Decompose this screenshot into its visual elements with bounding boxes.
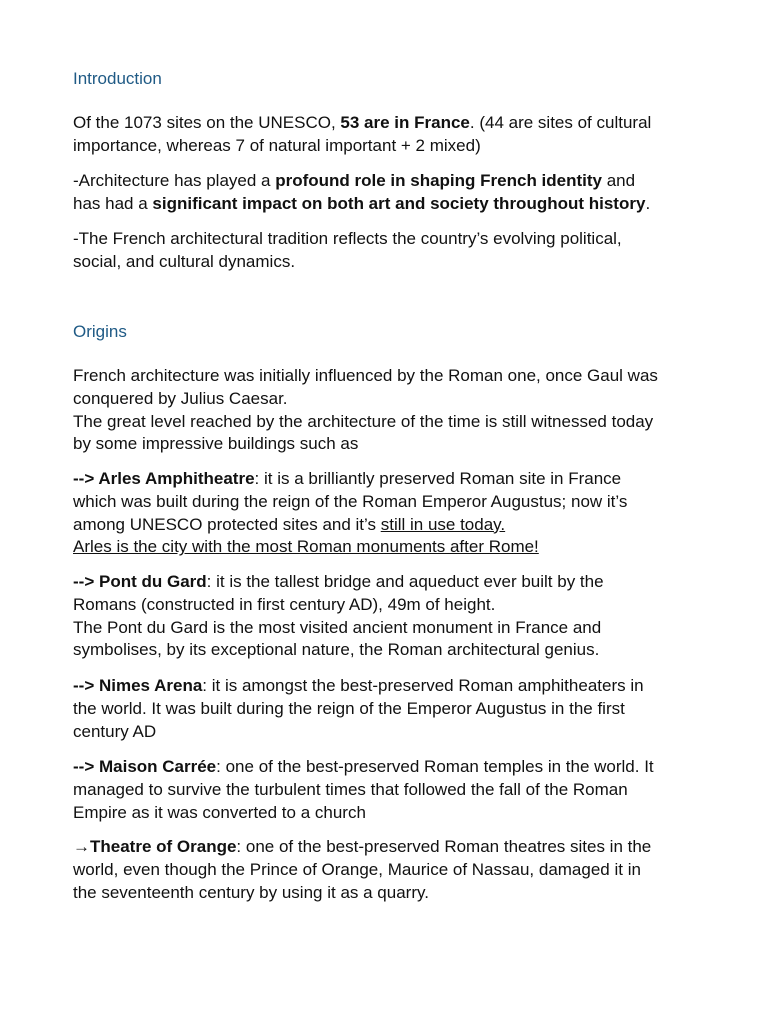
arles-line4 <box>73 536 703 559</box>
intro-paragraph-architecture-role <box>73 170 703 216</box>
arrow-right-icon: → <box>73 837 90 856</box>
intro-paragraph-tradition <box>73 228 703 274</box>
intro-highlight-identity: profound role in shaping French identity <box>275 171 602 190</box>
arrow-icon: --> <box>73 572 99 591</box>
origins-item-maison-carree <box>73 756 703 824</box>
origins-p1-line1: French architecture was initially influenced by the Roman one, once Gaul was <box>73 366 658 385</box>
intro-p1-line2: importance, whereas 7 of natural important + 2 mixed) <box>73 135 481 155</box>
arles-underlined-still-in-use: still in use today. <box>380 514 506 534</box>
intro-paragraph-unesco <box>73 112 703 158</box>
maison-title: Maison Carrée <box>98 757 217 776</box>
arles-line1: --> Arles Amphitheatre: it is a brilliantly preserved Roman site in France <box>73 469 622 488</box>
pont-line2: Romans (constructed in first century AD), 49m of height. <box>73 594 496 614</box>
pont-title: Pont du Gard <box>98 572 207 591</box>
orange-line3: the seventeenth century by using it as a quarry. <box>73 882 429 902</box>
origins-paragraph-roman-influence <box>73 365 703 456</box>
arrow-icon: --> <box>73 676 99 695</box>
arrow-icon: --> <box>73 469 99 488</box>
intro-p1-line1: Of the 1073 sites on the UNESCO, 53 are in France. (44 are sites of cultural <box>73 113 652 132</box>
nimes-line3: century AD <box>73 721 157 741</box>
nimes-title: Nimes Arena <box>98 676 203 695</box>
nimes-line1: --> Nimes Arena: it is amongst the best-preserved Roman amphitheaters in <box>73 676 644 695</box>
section-heading-introduction: Introduction <box>73 69 162 88</box>
intro-highlight-impact: significant impact on both art and society throughout history <box>152 193 646 213</box>
maison-line1: --> Maison Carrée: one of the best-preserved Roman temples in the world. It <box>73 757 654 776</box>
orange-title: Theatre of Orange <box>90 837 237 856</box>
pont-line4: symbolises, by its exceptional nature, the Roman architectural genius. <box>73 640 600 660</box>
orange-line2: world, even though the Prince of Orange, Maurice of Nassau, damaged it in <box>73 859 641 879</box>
maison-line2: managed to survive the turbulent times that followed the fall of the Roman <box>73 779 628 799</box>
pont-line3: The Pont du Gard is the most visited ancient monument in France and <box>73 617 602 637</box>
pont-line1: --> Pont du Gard: it is the tallest bridge and aqueduct ever built by the <box>73 572 604 591</box>
intro-p3-line1: -The French architectural tradition reflects the country’s evolving political, <box>73 229 622 248</box>
origins-p1-line4: by some impressive buildings such as <box>73 434 359 454</box>
origins-p1-line3: The great level reached by the architecture of the time is still witnessed today <box>73 411 654 431</box>
arrow-icon: --> <box>73 757 99 776</box>
intro-p3-line2: social, and cultural dynamics. <box>73 251 296 271</box>
arles-line2: which was built during the reign of the Roman Emperor Augustus; now it’s <box>73 491 628 511</box>
origins-item-arles <box>73 468 703 559</box>
intro-p2-line1: -Architecture has played a profound role in shaping French identity and <box>73 171 636 190</box>
maison-line3: Empire as it was converted to a church <box>73 802 366 822</box>
section-heading-origins: Origins <box>73 322 127 341</box>
origins-item-pont-du-gard <box>73 571 703 662</box>
origins-p1-line2: conquered by Julius Caesar. <box>73 388 288 408</box>
intro-p2-line2: has had a significant impact on both art and society throughout history. <box>73 193 651 213</box>
origins-item-nimes-arena <box>73 675 703 743</box>
intro-highlight-france: 53 are in France <box>340 113 470 132</box>
arles-underlined-most-monuments: Arles is the city with the most Roman monuments after Rome! <box>73 537 539 557</box>
nimes-line2: the world. It was built during the reign of the Emperor Augustus in the first <box>73 698 625 718</box>
orange-line1: →Theatre of Orange: one of the best-preserved Roman theatres sites in the <box>73 837 652 856</box>
arles-title: Arles Amphitheatre <box>98 469 255 488</box>
arles-line3: among UNESCO protected sites and it’s still in use today. <box>73 514 506 534</box>
origins-item-theatre-of-orange <box>73 836 703 904</box>
